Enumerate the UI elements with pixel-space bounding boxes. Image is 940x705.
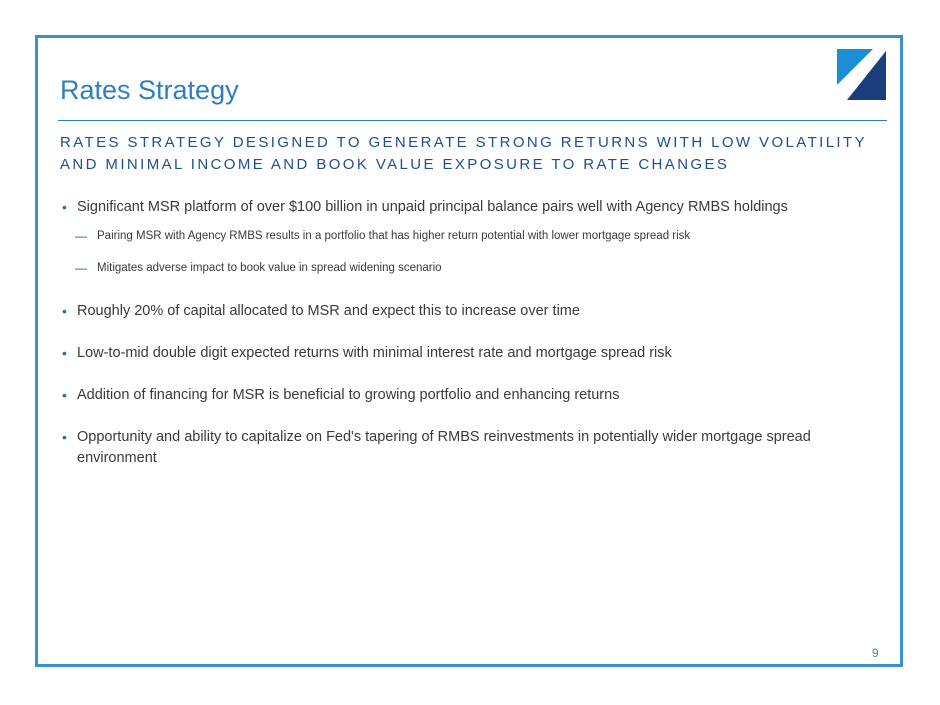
sub-bullet-text: Pairing MSR with Agency RMBS results in a portfolio that has higher return potential with lower mortgage spread risk [97,230,691,242]
page-number: 9 [872,646,879,660]
page-title: Rates Strategy [60,75,239,105]
bullet-item [60,197,850,218]
title-divider [58,120,887,121]
bullet-text: Opportunity and ability to capitalize on Fed's tapering of RMBS reinvestments in potentially wider mortgage spread environment [77,429,811,466]
bullet-text: Significant MSR platform of over $100 billion in unpaid principal balance pairs well with Agency RMBS holdings [77,199,788,215]
dash-icon: — [75,261,87,275]
bullet-item [60,427,850,469]
bullet-item [60,385,850,406]
bullet-text: Addition of financing for MSR is beneficial to growing portfolio and enhancing returns [77,387,620,403]
bullet-item [60,343,850,364]
bullet-item [60,301,850,322]
sub-bullet-item [60,260,850,276]
bullet-icon: • [62,429,67,445]
bullet-icon: • [62,345,67,361]
bullet-text: Roughly 20% of capital allocated to MSR and expect this to increase over time [77,303,580,319]
bullet-text: Low-to-mid double digit expected returns with minimal interest rate and mortgage spread risk [77,345,672,361]
bullet-icon: • [62,199,67,215]
sub-bullet-item [60,228,850,244]
sub-bullet-text: Mitigates adverse impact to book value in spread widening scenario [97,262,442,274]
dash-icon: — [75,229,87,243]
bullet-icon: • [62,303,67,319]
company-logo-icon [837,49,886,100]
bullet-list [60,197,850,469]
bullet-icon: • [62,387,67,403]
subheading: RATES STRATEGY DESIGNED TO GENERATE STRONG RETURNS WITH LOW VOLATILITY AND MINIMAL INCOME AND BOOK VALUE EXPOSURE TO RATE CHANGES [60,134,867,173]
